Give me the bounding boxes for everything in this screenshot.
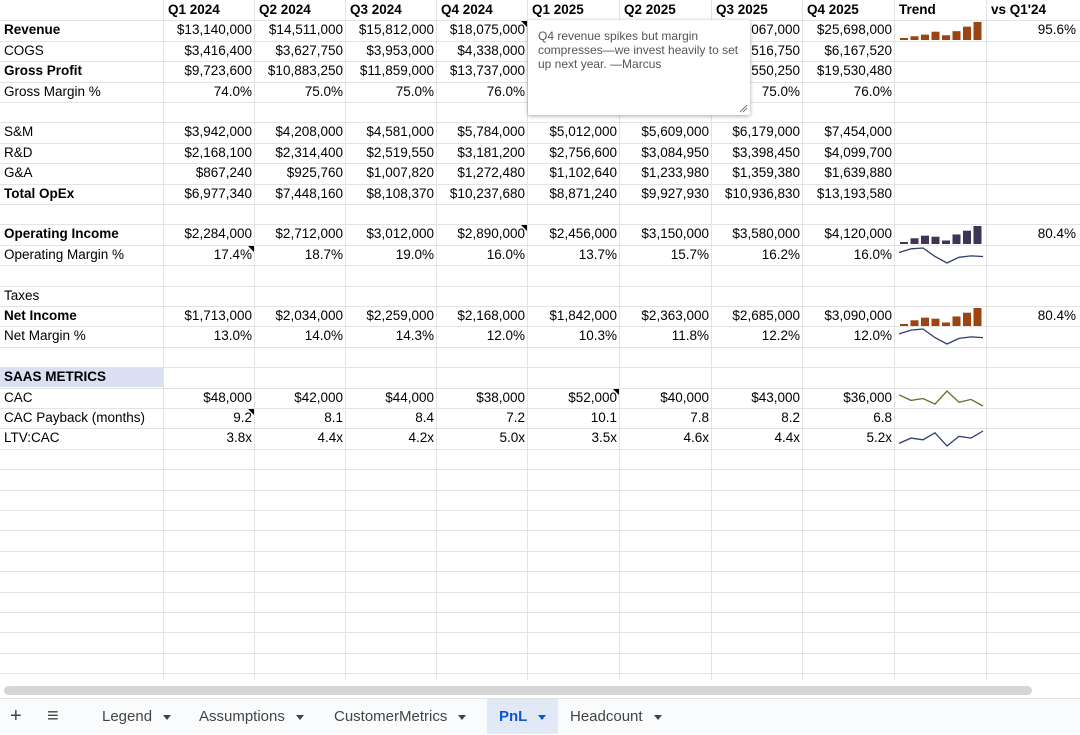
sparkline-bar	[953, 234, 961, 244]
row-gridline	[0, 204, 1080, 205]
sparkline-line	[899, 391, 983, 406]
cell-total_opex-4[interactable]: $8,871,240	[549, 186, 617, 201]
sparkline-net_margin	[899, 328, 983, 345]
row-gridline	[0, 469, 1080, 470]
cell-gross_profit-6[interactable]: 550,250	[751, 63, 800, 78]
row-gridline	[0, 449, 1080, 450]
sparkline-bar	[900, 324, 908, 326]
add-sheet-icon[interactable]: +	[10, 705, 22, 727]
cell-net_income-3[interactable]: $2,168,000	[457, 308, 525, 323]
cell-rd-2[interactable]: $2,519,550	[366, 145, 434, 160]
cell-revenue-3[interactable]: $18,075,000	[449, 22, 525, 37]
cell-sm-1[interactable]: $4,208,000	[275, 124, 343, 139]
row-gridline	[0, 490, 1080, 491]
cell-cac_payback-3[interactable]: 7.2	[506, 410, 525, 425]
column-header-q2-2024[interactable]: Q2 2024	[259, 2, 311, 17]
cell-cogs-7[interactable]: $6,167,520	[824, 43, 892, 58]
sparkline-cac	[899, 390, 983, 407]
cell-net_margin-4[interactable]: 10.3%	[578, 328, 617, 343]
cell-cogs-2[interactable]: $3,953,000	[366, 43, 434, 58]
cell-sm-7[interactable]: $7,454,000	[824, 124, 892, 139]
cell-ltv_cac-4[interactable]: 3.5x	[591, 430, 617, 445]
sparkline-op_income	[900, 225, 984, 244]
cell-rd-0[interactable]: $2,168,100	[184, 145, 252, 160]
cell-op_income-vs-q1[interactable]: 80.4%	[1037, 226, 1076, 241]
cell-cac-4[interactable]: $52,000	[568, 390, 617, 405]
cell-op_margin-5[interactable]: 15.7%	[670, 247, 709, 262]
cell-cogs-6[interactable]: 516,750	[751, 43, 800, 58]
comment-indicator-icon[interactable]	[248, 409, 254, 415]
cell-total_opex-5[interactable]: $9,927,930	[641, 186, 709, 201]
cell-op_income-6[interactable]: $3,580,000	[732, 226, 800, 241]
row-label-gross_margin[interactable]: Gross Margin %	[4, 84, 101, 99]
row-gridline	[0, 653, 1080, 654]
tab-label: PnL	[499, 708, 528, 725]
cell-revenue-6[interactable]: 067,000	[751, 22, 800, 37]
cell-gross_margin-1[interactable]: 75.0%	[304, 84, 343, 99]
tab-label: Assumptions	[199, 708, 285, 725]
row-label-gross_profit[interactable]: Gross Profit	[4, 63, 83, 78]
row-label-cac_payback[interactable]: CAC Payback (months)	[4, 410, 146, 425]
cell-op_income-7[interactable]: $4,120,000	[824, 226, 892, 241]
cell-cac_payback-7[interactable]: 6.8	[873, 410, 892, 425]
cell-op_income-3[interactable]: $2,890,000	[457, 226, 525, 241]
column-header-q3-2024[interactable]: Q3 2024	[350, 2, 402, 17]
cell-gross_margin-0[interactable]: 74.0%	[213, 84, 252, 99]
column-header-q4-2024[interactable]: Q4 2024	[441, 2, 493, 17]
cell-cogs-3[interactable]: $4,338,000	[457, 43, 525, 58]
sparkline-bar	[921, 35, 929, 40]
sparkline-op_margin	[899, 247, 983, 264]
row-gridline	[0, 673, 1080, 674]
resize-handle-icon[interactable]	[738, 103, 748, 113]
comment-indicator-icon[interactable]	[521, 225, 527, 231]
cell-net_income-0[interactable]: $1,713,000	[184, 308, 252, 323]
cell-ga-5[interactable]: $1,233,980	[641, 165, 709, 180]
chevron-down-icon[interactable]	[458, 715, 466, 720]
cell-total_opex-7[interactable]: $13,193,580	[816, 186, 892, 201]
tab-headcount[interactable]	[558, 699, 674, 734]
cell-net_income-1[interactable]: $2,034,000	[275, 308, 343, 323]
cell-total_opex-0[interactable]: $6,977,340	[184, 186, 252, 201]
cell-sm-2[interactable]: $4,581,000	[366, 124, 434, 139]
cell-ltv_cac-3[interactable]: 5.0x	[499, 430, 525, 445]
row-label-ga[interactable]: G&A	[4, 165, 33, 180]
cell-total_opex-2[interactable]: $8,108,370	[366, 186, 434, 201]
horizontal-scrollbar[interactable]	[0, 684, 1080, 698]
row-label-net_income[interactable]: Net Income	[4, 308, 77, 323]
cell-cac-6[interactable]: $43,000	[751, 390, 800, 405]
sparkline-bar	[963, 231, 971, 244]
cell-rd-5[interactable]: $3,084,950	[641, 145, 709, 160]
cell-sm-6[interactable]: $6,179,000	[732, 124, 800, 139]
sparkline-net_income	[900, 307, 984, 326]
cell-ga-3[interactable]: $1,272,480	[457, 165, 525, 180]
cell-gross_margin-6[interactable]: 75.0%	[761, 84, 800, 99]
cell-revenue-vs-q1[interactable]: 95.6%	[1037, 22, 1076, 37]
sparkline-bar	[921, 236, 929, 244]
row-label-sm[interactable]: S&M	[4, 124, 34, 139]
cell-gross_profit-3[interactable]: $13,737,000	[449, 63, 525, 78]
comment-text: Q4 revenue spikes but margin compresses—we invest heavily to set up next year. —Marcus	[538, 29, 739, 71]
cell-total_opex-6[interactable]: $10,936,830	[724, 186, 800, 201]
cell-cac_payback-6[interactable]: 8.2	[781, 410, 800, 425]
chevron-down-icon[interactable]	[163, 715, 171, 720]
cell-cac_payback-4[interactable]: 10.1	[590, 410, 617, 425]
scrollbar-thumb[interactable]	[4, 686, 1032, 695]
cell-cac_payback-0[interactable]: 9.2	[233, 410, 252, 425]
row-label-total_opex[interactable]: Total OpEx	[4, 186, 75, 201]
cell-gross_profit-2[interactable]: $11,859,000	[359, 63, 434, 78]
row-label-cac[interactable]: CAC	[4, 390, 33, 405]
cell-ga-7[interactable]: $1,639,880	[824, 165, 892, 180]
sparkline-line	[899, 431, 983, 446]
cell-rd-7[interactable]: $4,099,700	[824, 145, 892, 160]
sheet-tab-bar	[0, 698, 1080, 734]
cell-revenue-2[interactable]: $15,812,000	[358, 22, 434, 37]
sparkline-bar	[942, 323, 950, 326]
cell-ltv_cac-5[interactable]: 4.6x	[683, 430, 709, 445]
cell-cogs-0[interactable]: $3,416,400	[184, 43, 252, 58]
sparkline-revenue	[900, 21, 984, 40]
cell-ga-4[interactable]: $1,102,640	[549, 165, 617, 180]
cell-ltv_cac-1[interactable]: 4.4x	[317, 430, 343, 445]
column-header-q4-2025[interactable]: Q4 2025	[807, 2, 859, 17]
cell-total_opex-3[interactable]: $10,237,680	[449, 186, 525, 201]
sparkline-line	[899, 248, 983, 263]
cell-gross_profit-7[interactable]: $19,530,480	[816, 63, 892, 78]
row-gridline	[0, 530, 1080, 531]
row-label-cogs[interactable]: COGS	[4, 43, 44, 58]
sparkline-bar	[900, 38, 908, 40]
column-header-q2-2025[interactable]: Q2 2025	[624, 2, 676, 17]
cell-gross_profit-0[interactable]: $9,723,600	[184, 63, 252, 78]
cell-ltv_cac-7[interactable]: 5.2x	[866, 430, 892, 445]
sparkline-bar	[900, 242, 908, 244]
sparkline-bar	[921, 318, 929, 326]
comment-indicator-icon[interactable]	[521, 21, 527, 27]
chevron-down-icon[interactable]	[296, 715, 304, 720]
sparkline-bar	[911, 320, 919, 326]
cell-op_margin-0[interactable]: 17.4%	[213, 247, 252, 262]
cell-op_margin-3[interactable]: 16.0%	[486, 247, 525, 262]
all-sheets-menu-icon[interactable]: ≡	[47, 705, 59, 727]
row-gridline	[0, 612, 1080, 613]
tab-label: CustomerMetrics	[334, 708, 448, 725]
sparkline-bar	[963, 313, 971, 326]
cell-gross_margin-3[interactable]: 76.0%	[486, 84, 525, 99]
row-label-taxes[interactable]: Taxes	[4, 288, 40, 303]
row-label-ltv_cac[interactable]: LTV:CAC	[4, 430, 60, 445]
column-header-q1-2024[interactable]: Q1 2024	[168, 2, 220, 17]
cell-op_margin-4[interactable]: 13.7%	[578, 247, 617, 262]
cell-revenue-7[interactable]: $25,698,000	[816, 22, 892, 37]
cell-rd-3[interactable]: $3,181,200	[457, 145, 525, 160]
row-gridline	[0, 571, 1080, 572]
cell-ga-1[interactable]: $925,760	[286, 165, 343, 180]
cell-cac-5[interactable]: $40,000	[660, 390, 709, 405]
comment-indicator-icon[interactable]	[613, 389, 619, 395]
cell-revenue-1[interactable]: $14,511,000	[268, 22, 343, 37]
row-gridline	[0, 286, 1080, 287]
cell-cac-7[interactable]: $36,000	[843, 390, 892, 405]
tab-label: Headcount	[570, 708, 643, 725]
sparkline-line	[899, 329, 983, 344]
column-header-q3-2025[interactable]: Q3 2025	[716, 2, 768, 17]
tab-pnl[interactable]	[487, 699, 558, 734]
sparkline-bar	[953, 316, 961, 326]
sparkline-ltv_cac	[899, 430, 983, 447]
row-label-rd[interactable]: R&D	[4, 145, 33, 160]
cell-net_margin-5[interactable]: 11.8%	[671, 328, 709, 343]
cell-sm-4[interactable]: $5,012,000	[549, 124, 617, 139]
cell-sm-3[interactable]: $5,784,000	[457, 124, 525, 139]
cell-net_income-vs-q1[interactable]: 80.4%	[1037, 308, 1076, 323]
cell-op_income-4[interactable]: $2,456,000	[549, 226, 617, 241]
row-label-saas_header[interactable]: SAAS METRICS	[4, 369, 107, 384]
cell-net_margin-1[interactable]: 14.0%	[304, 328, 343, 343]
cell-cac-1[interactable]: $42,000	[294, 390, 343, 405]
sparkline-bar	[942, 35, 950, 40]
cell-cogs-1[interactable]: $3,627,750	[275, 43, 343, 58]
row-label-revenue[interactable]: Revenue	[4, 22, 61, 37]
row-gridline	[0, 510, 1080, 511]
sparkline-bar	[953, 31, 961, 40]
cell-op_margin-6[interactable]: 16.2%	[761, 247, 800, 262]
cell-ltv_cac-6[interactable]: 4.4x	[774, 430, 800, 445]
tab-label: Legend	[102, 708, 153, 725]
cell-rd-1[interactable]: $2,314,400	[275, 145, 343, 160]
cell-net_income-6[interactable]: $2,685,000	[732, 308, 800, 323]
chevron-down-icon[interactable]	[538, 715, 546, 720]
row-gridline	[0, 632, 1080, 633]
cell-op_income-1[interactable]: $2,712,000	[275, 226, 343, 241]
row-label-op_margin[interactable]: Operating Margin %	[4, 247, 125, 262]
cell-comment-popup[interactable]	[528, 20, 750, 115]
sparkline-bar	[932, 319, 940, 326]
cell-op_margin-2[interactable]: 19.0%	[395, 247, 434, 262]
sparkline-bar	[963, 27, 971, 40]
cell-cac-3[interactable]: $38,000	[476, 390, 525, 405]
column-header-q1-2025[interactable]: Q1 2025	[532, 2, 584, 17]
tab-assumptions[interactable]	[187, 699, 316, 734]
column-header-vs-q1[interactable]: vs Q1'24	[991, 2, 1047, 17]
cell-ga-2[interactable]: $1,007,820	[366, 165, 434, 180]
cell-net_income-7[interactable]: $3,090,000	[824, 308, 892, 323]
cell-ltv_cac-2[interactable]: 4.2x	[408, 430, 434, 445]
row-gridline	[0, 551, 1080, 552]
cell-revenue-0[interactable]: $13,140,000	[176, 22, 252, 37]
sparkline-bar	[911, 36, 919, 40]
chevron-down-icon[interactable]	[654, 715, 662, 720]
cell-op_margin-1[interactable]: 18.7%	[304, 247, 343, 262]
cell-op_income-0[interactable]: $2,284,000	[184, 226, 252, 241]
cell-cac_payback-1[interactable]: 8.1	[324, 410, 343, 425]
sparkline-bar	[932, 32, 940, 40]
column-header-trend[interactable]: Trend	[899, 2, 936, 17]
row-gridline	[0, 347, 1080, 348]
cell-rd-4[interactable]: $2,756,600	[549, 145, 617, 160]
cell-cac-2[interactable]: $44,000	[385, 390, 434, 405]
cell-net_income-2[interactable]: $2,259,000	[366, 308, 434, 323]
comment-indicator-icon[interactable]	[248, 246, 254, 252]
cell-net_margin-3[interactable]: 12.0%	[486, 328, 525, 343]
cell-net_income-4[interactable]: $1,842,000	[549, 308, 617, 323]
tab-customermetrics[interactable]	[322, 699, 478, 734]
cell-ga-6[interactable]: $1,359,380	[732, 165, 800, 180]
cell-total_opex-1[interactable]: $7,448,160	[275, 186, 343, 201]
cell-rd-6[interactable]: $3,398,450	[732, 145, 800, 160]
sparkline-bar	[974, 308, 982, 326]
cell-gross_margin-2[interactable]: 75.0%	[395, 84, 434, 99]
cell-op_margin-7[interactable]: 16.0%	[853, 247, 892, 262]
cell-cac_payback-2[interactable]: 8.4	[415, 410, 434, 425]
sparkline-bar	[911, 238, 919, 244]
cell-cac_payback-5[interactable]: 7.8	[690, 410, 709, 425]
row-gridline	[0, 592, 1080, 593]
cell-net_margin-6[interactable]: 12.2%	[761, 328, 800, 343]
sparkline-bar	[932, 237, 940, 244]
cell-ltv_cac-0[interactable]: 3.8x	[226, 430, 252, 445]
tab-legend[interactable]	[90, 699, 183, 734]
cell-gross_profit-1[interactable]: $10,883,250	[267, 63, 343, 78]
cell-gross_margin-7[interactable]: 76.0%	[853, 84, 892, 99]
sparkline-bar	[974, 226, 982, 244]
cell-net_margin-7[interactable]: 12.0%	[853, 328, 892, 343]
row-label-op_income[interactable]: Operating Income	[4, 226, 119, 241]
cell-net_margin-2[interactable]: 14.3%	[395, 328, 434, 343]
cell-sm-0[interactable]: $3,942,000	[184, 124, 252, 139]
row-gridline	[0, 265, 1080, 266]
cell-cac-0[interactable]: $48,000	[203, 390, 252, 405]
cell-net_margin-0[interactable]: 13.0%	[213, 328, 252, 343]
cell-ga-0[interactable]: $867,240	[195, 165, 252, 180]
row-label-net_margin[interactable]: Net Margin %	[4, 328, 86, 343]
cell-net_income-5[interactable]: $2,363,000	[641, 308, 709, 323]
cell-op_income-5[interactable]: $3,150,000	[641, 226, 709, 241]
sparkline-bar	[974, 22, 982, 40]
cell-op_income-2[interactable]: $3,012,000	[366, 226, 434, 241]
sparkline-bar	[942, 241, 950, 244]
cell-sm-5[interactable]: $5,609,000	[641, 124, 709, 139]
